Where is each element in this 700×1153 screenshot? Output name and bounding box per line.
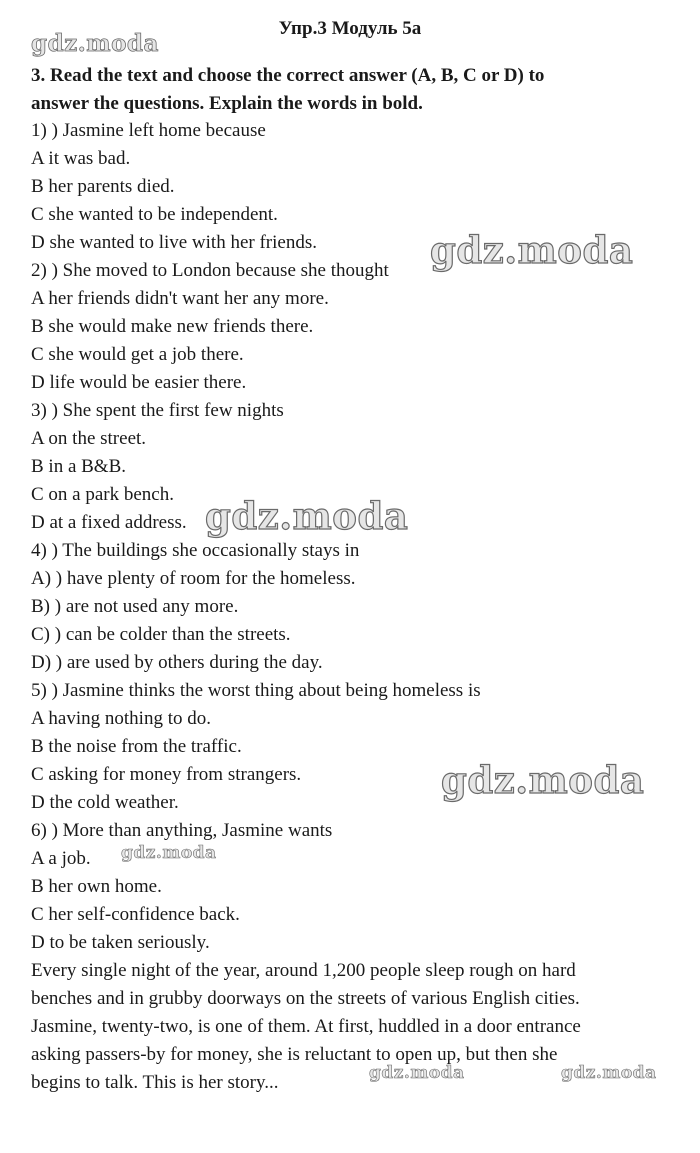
answer-option: B she would make new friends there. [31, 316, 314, 337]
answer-option: D the cold weather. [31, 792, 179, 813]
question-stem: 3) ) She spent the first few nights [31, 400, 284, 421]
answer-option: B the noise from the traffic. [31, 736, 242, 757]
passage-line: asking passers-by for money, she is reluctant to open up, but then she [31, 1044, 558, 1065]
watermark-logo: gdz.moda [121, 843, 217, 863]
question-6 [31, 817, 671, 957]
question-2 [31, 257, 671, 397]
answer-option: A) ) have plenty of room for the homeless. [31, 568, 356, 589]
question-stem: 1) ) Jasmine left home because [31, 120, 266, 141]
task-instructions [31, 62, 671, 118]
answer-option: B her parents died. [31, 176, 175, 197]
answer-option: A a job. [31, 848, 91, 869]
answer-option: D at a fixed address. [31, 512, 187, 533]
page-title: Упр.3 Модуль 5а [278, 18, 422, 39]
answer-option: B her own home. [31, 876, 162, 897]
answer-option: C) ) can be colder than the streets. [31, 624, 291, 645]
instruction-line: answer the questions. Explain the words in bold. [31, 93, 423, 114]
passage-line: Every single night of the year, around 1,200 people sleep rough on hard [31, 960, 576, 981]
question-4 [31, 537, 671, 677]
answer-option: A having nothing to do. [31, 708, 211, 729]
watermark-logo: gdz.moda [441, 758, 645, 802]
watermark-logo: gdz.moda [369, 1063, 465, 1083]
answer-option: C she would get a job there. [31, 344, 244, 365]
answer-option: A her friends didn't want her any more. [31, 288, 329, 309]
watermark-logo: gdz.moda [205, 494, 409, 538]
answer-option: C her self-confidence back. [31, 904, 240, 925]
watermark-logo: gdz.moda [31, 30, 159, 57]
instruction-line: 3. Read the text and choose the correct answer (A, B, C or D) to [31, 65, 545, 86]
question-stem: 6) ) More than anything, Jasmine wants [31, 820, 333, 841]
passage-line: begins to talk. This is her story... [31, 1072, 279, 1093]
answer-option: D she wanted to live with her friends. [31, 232, 317, 253]
answer-option: D life would be easier there. [31, 372, 247, 393]
watermark-logo: gdz.moda [430, 228, 634, 272]
passage-line: Jasmine, twenty-two, is one of them. At first, huddled in a door entrance [31, 1016, 581, 1037]
answer-option: A it was bad. [31, 148, 131, 169]
passage-line: benches and in grubby doorways on the streets of various English cities. [31, 988, 580, 1009]
question-stem: 2) ) She moved to London because she thought [31, 260, 389, 281]
answer-option: D to be taken seriously. [31, 932, 210, 953]
answer-option: C on a park bench. [31, 484, 174, 505]
question-stem: 5) ) Jasmine thinks the worst thing about being homeless is [31, 680, 481, 701]
answer-option: C asking for money from strangers. [31, 764, 302, 785]
answer-option: B) ) are not used any more. [31, 596, 239, 617]
watermark-logo: gdz.moda [561, 1063, 657, 1083]
answer-option: C she wanted to be independent. [31, 204, 278, 225]
answer-option: D) ) are used by others during the day. [31, 652, 323, 673]
question-stem: 4) ) The buildings she occasionally stays in [31, 540, 360, 561]
answer-option: B in a B&B. [31, 456, 127, 477]
answer-option: A on the street. [31, 428, 147, 449]
